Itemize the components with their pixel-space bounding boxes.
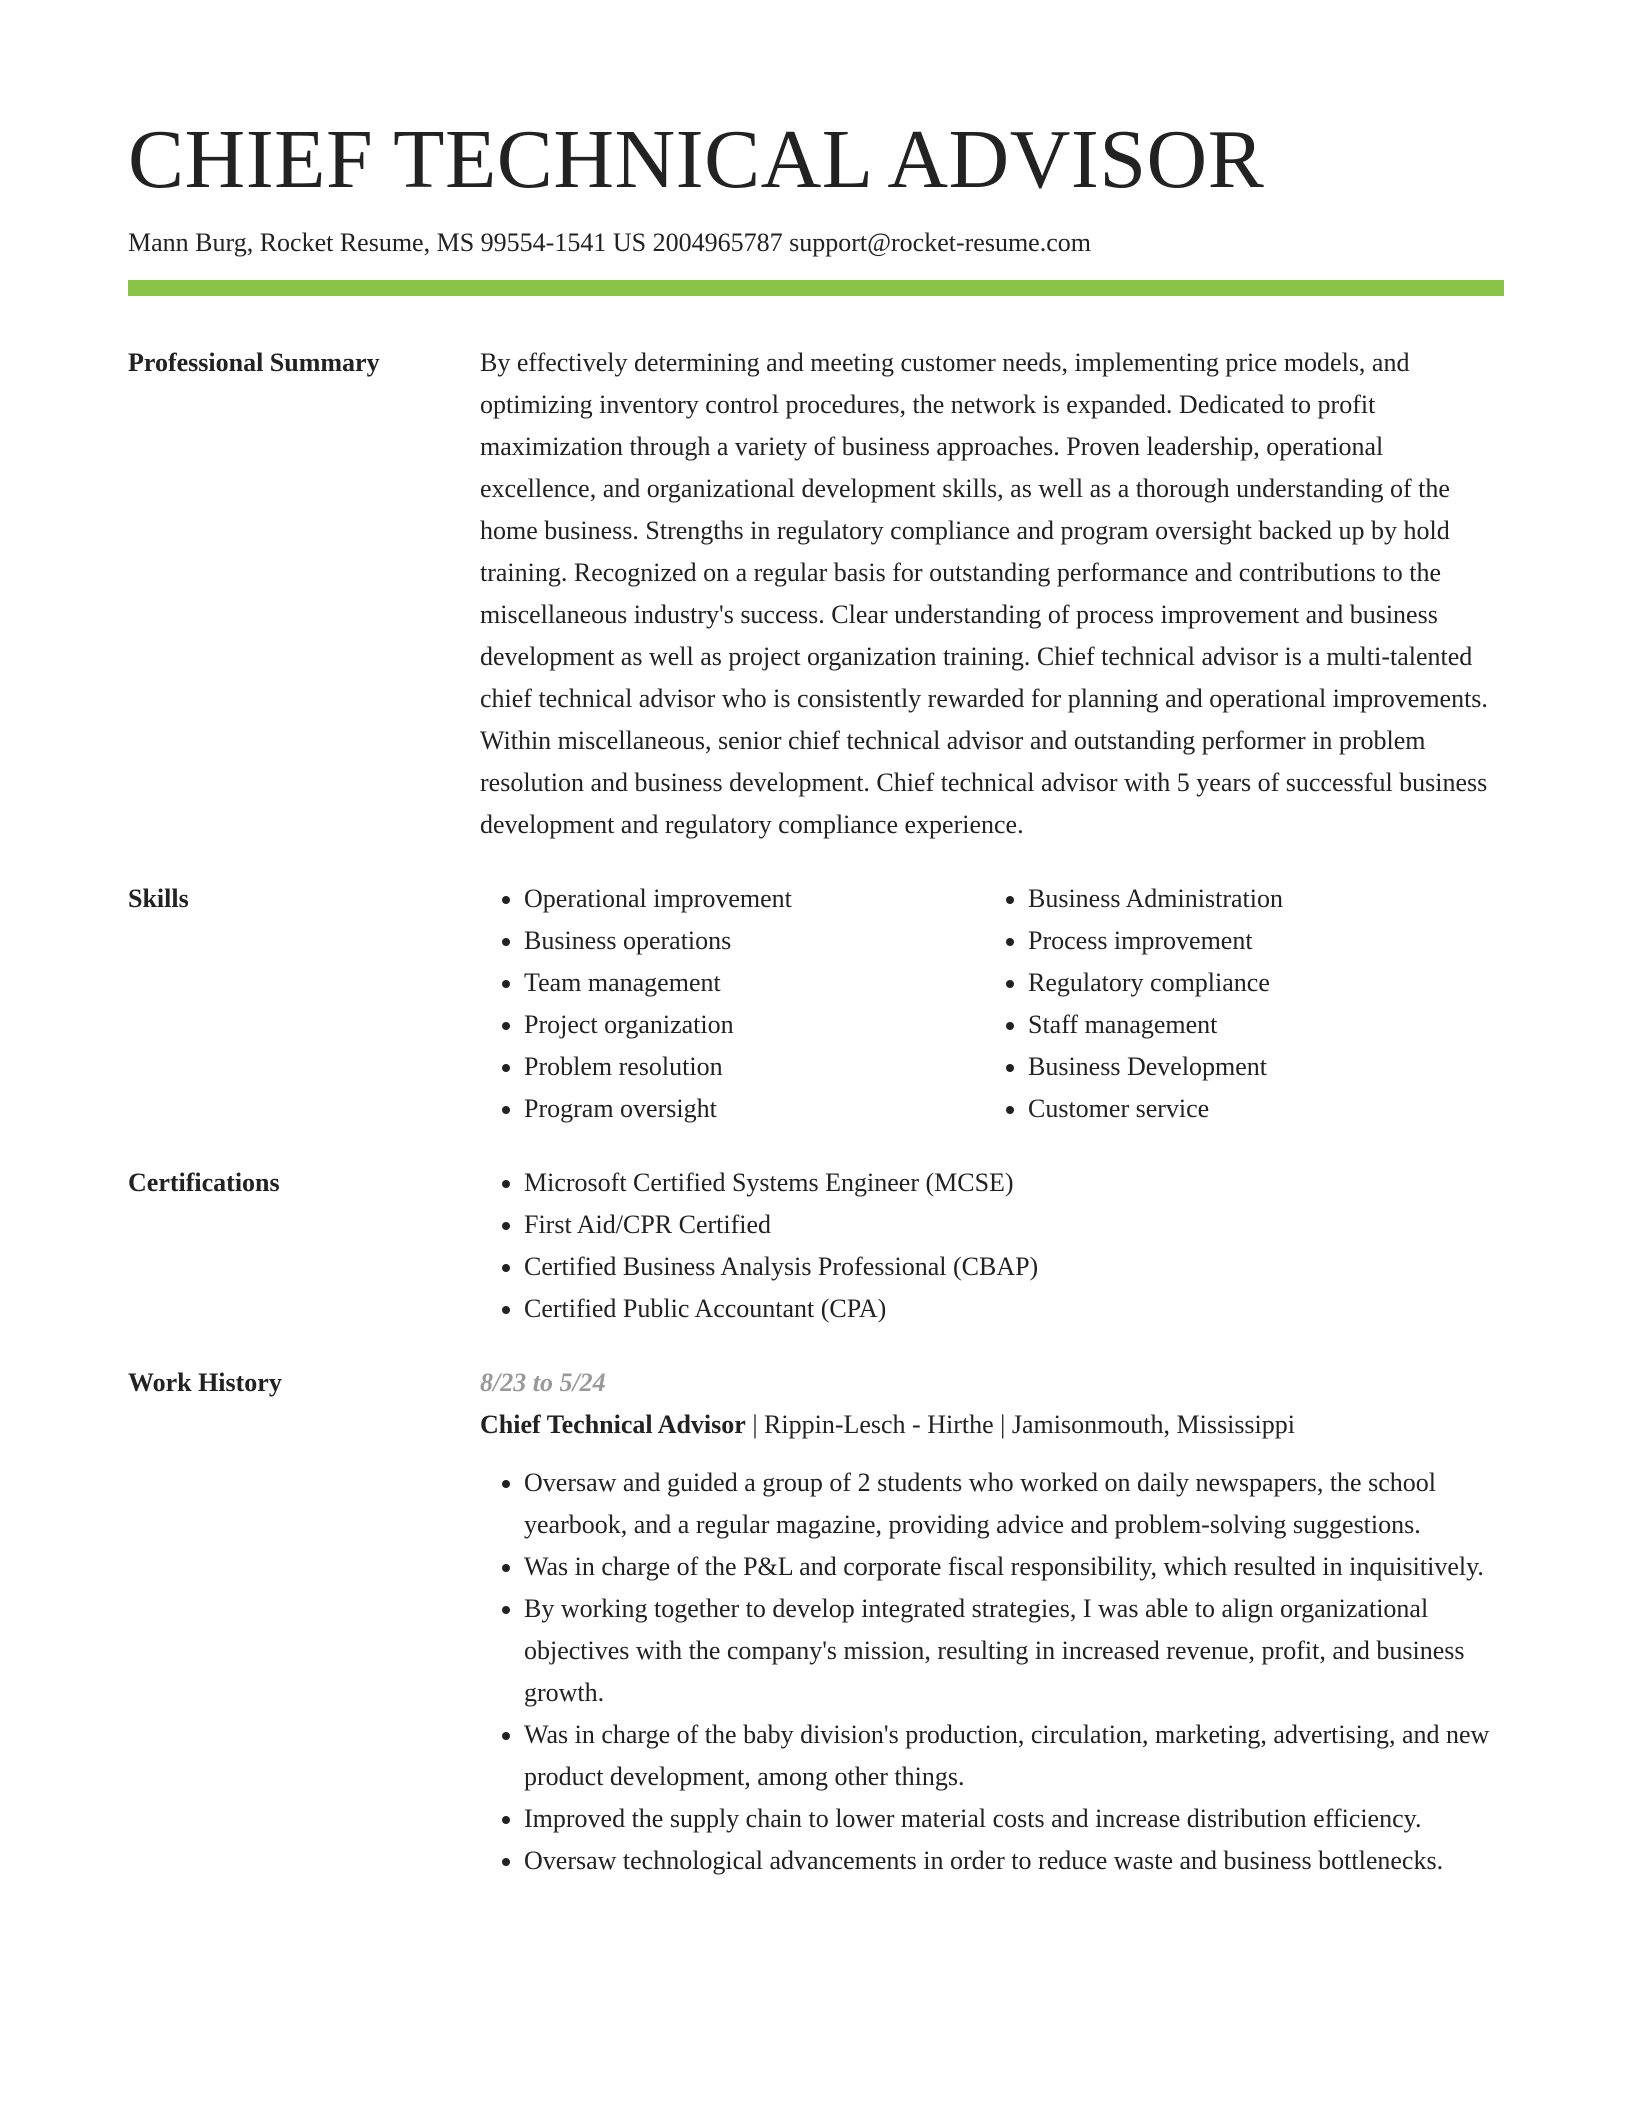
job-heading xyxy=(480,1404,1504,1446)
skill-item: • Business operations xyxy=(524,920,984,962)
skills-list-left xyxy=(480,878,984,1130)
section-body xyxy=(480,1162,1504,1330)
section-body xyxy=(480,878,1504,1130)
contact-line: Mann Burg, Rocket Resume, MS 99554-1541 US 2004965787 support@rocket-resume.com xyxy=(128,228,1091,257)
certification-item: • Certified Business Analysis Professional (CBAP) xyxy=(524,1246,1504,1288)
job-bullet: • Was in charge of the baby division's production, circulation, marketing, advertising, and new product development, among other things. xyxy=(524,1714,1504,1798)
job-bullet: • Was in charge of the P&L and corporate fiscal responsibility, which resulted in inquisitively. xyxy=(524,1546,1504,1588)
skills-column-left xyxy=(480,878,984,1130)
skill-item: • Program oversight xyxy=(524,1088,984,1130)
skill-item: • Team management xyxy=(524,962,984,1004)
job-bullet: • By working together to develop integrated strategies, I was able to align organizational objectives with the company's mission, resulting in increased revenue, profit, and business growth. xyxy=(524,1588,1504,1714)
section-label: Certifications xyxy=(128,1167,280,1197)
skill-item: • Process improvement xyxy=(1028,920,1488,962)
section-body xyxy=(480,1362,1504,1882)
skill-item: • Project organization xyxy=(524,1004,984,1046)
skill-item: • Regulatory compliance xyxy=(1028,962,1488,1004)
job-title: Chief Technical Advisor xyxy=(480,1409,746,1439)
certification-item: • Microsoft Certified Systems Engineer (MCSE) xyxy=(524,1162,1504,1204)
section-label: Skills xyxy=(128,883,189,913)
skill-item: • Business Administration xyxy=(1028,878,1488,920)
skills-column-right xyxy=(984,878,1488,1130)
skill-item: • Customer service xyxy=(1028,1088,1488,1130)
certification-item: • First Aid/CPR Certified xyxy=(524,1204,1504,1246)
header-accent-rule xyxy=(128,280,1504,296)
resume-page xyxy=(128,113,1504,1882)
skills-list-right xyxy=(984,878,1488,1130)
section-skills xyxy=(128,878,1504,1130)
section-professional-summary xyxy=(128,342,1504,846)
section-work-history xyxy=(128,1362,1504,1882)
section-label: Professional Summary xyxy=(128,347,380,377)
summary-text: By effectively determining and meeting customer needs, implementing price models, and optimizing inventory control procedures, the network is expanded. Dedicated to profit maximization through a variety of business approaches. Proven leadership, operational excellence, and organizational development skills, as well as a thorough understanding of the home business. Strengths in regulatory compliance and program oversight backed up by hold training. Recognized on a regular basis for outstanding performance and contributions to the miscellaneous industry's success. Clear understanding of process improvement and business development as well as project organization training. Chief technical advisor is a multi-talented chief technical advisor who is consistently rewarded for planning and operational improvements. Within miscellaneous, senior chief technical advisor and outstanding performer in problem resolution and business development. Chief technical advisor with 5 years of successful business development and regulatory compliance experience. xyxy=(480,347,1488,839)
certification-item: • Certified Public Accountant (CPA) xyxy=(524,1288,1504,1330)
certifications-list xyxy=(480,1162,1504,1330)
job-bullet: • Oversaw technological advancements in order to reduce waste and business bottlenecks. xyxy=(524,1840,1504,1882)
section-body xyxy=(480,342,1504,846)
section-certifications xyxy=(128,1162,1504,1330)
job-details: | Rippin-Lesch - Hirthe | Jamisonmouth, Mississippi xyxy=(745,1409,1296,1439)
skill-item: • Problem resolution xyxy=(524,1046,984,1088)
skills-grid xyxy=(480,878,1504,1130)
skill-item: • Operational improvement xyxy=(524,878,984,920)
section-label: Work History xyxy=(128,1367,282,1397)
skill-item: • Business Development xyxy=(1028,1046,1488,1088)
skill-item: • Staff management xyxy=(1028,1004,1488,1046)
job-bullet: • Improved the supply chain to lower material costs and increase distribution efficiency. xyxy=(524,1798,1504,1840)
job-bullet: • Oversaw and guided a group of 2 students who worked on daily newspapers, the school yearbook, and a regular magazine, providing advice and problem-solving suggestions. xyxy=(524,1462,1504,1546)
job-dates: 8/23 to 5/24 xyxy=(480,1367,606,1397)
job-bullets xyxy=(480,1462,1504,1882)
resume-title: CHIEF TECHNICAL ADVISOR xyxy=(128,113,1265,206)
